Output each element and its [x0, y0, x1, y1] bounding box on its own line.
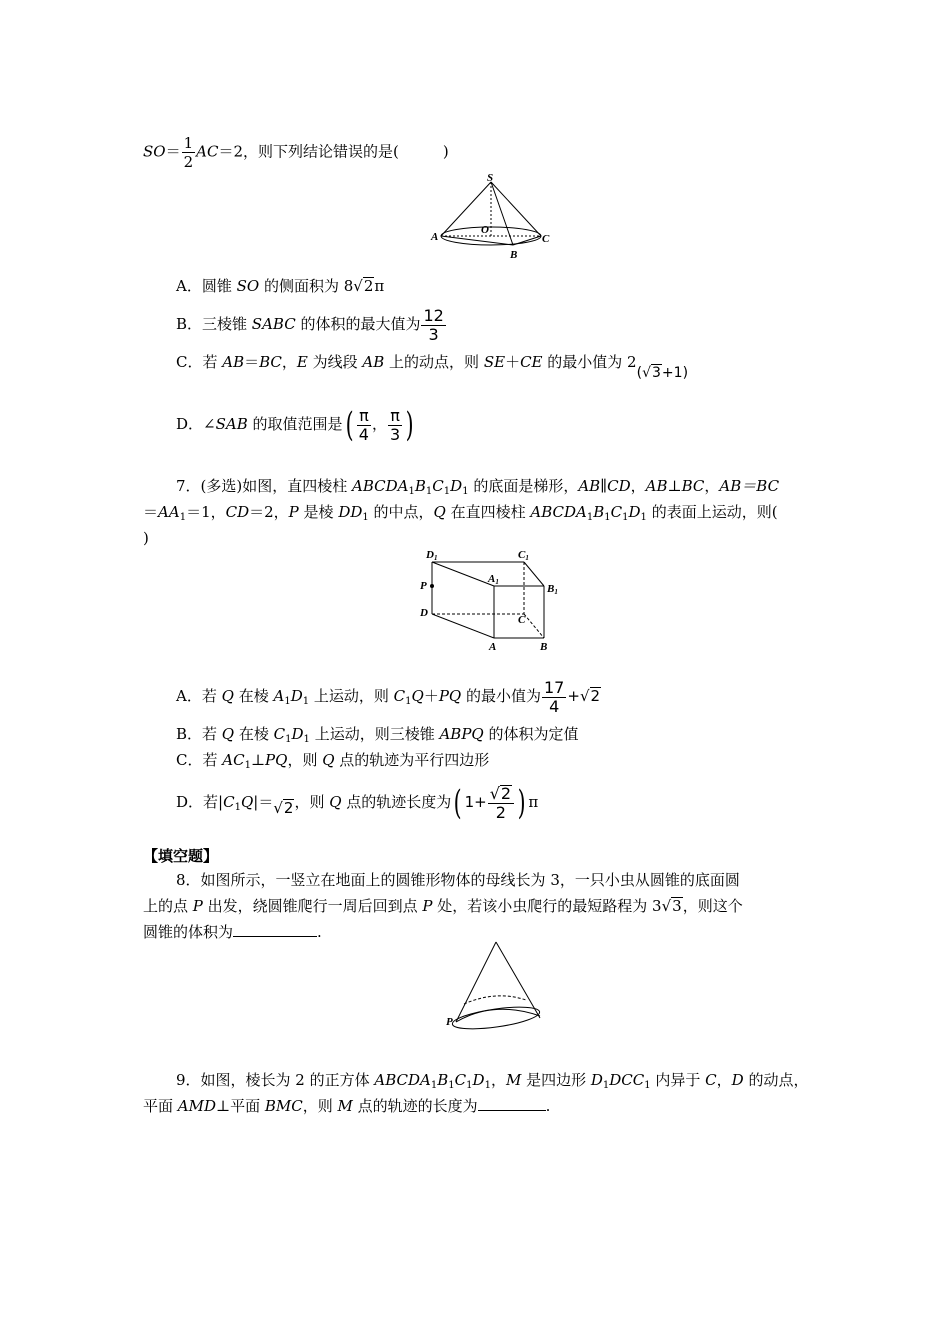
- q6b-sabc: SABC: [251, 315, 296, 333]
- q7-l2c: ＝1，: [186, 503, 226, 521]
- q6-label-b: B: [510, 249, 518, 261]
- q8-l2p2: P: [422, 897, 433, 915]
- q8-line2: [143, 896, 743, 916]
- q9-l2b: ⊥平面: [216, 1097, 265, 1115]
- q7-label-b: B: [540, 641, 548, 653]
- q8-l2a: 上的点: [143, 897, 193, 915]
- q6d-frac2: [388, 407, 402, 444]
- q6-stem: [143, 134, 449, 171]
- right-paren-icon: ): [517, 783, 526, 823]
- q6-label-s: S: [487, 172, 494, 184]
- q7c-pq: PQ: [265, 751, 288, 769]
- q7a-radicand: 2: [590, 687, 601, 705]
- q7-line1: [176, 476, 779, 502]
- q6d-sab: SAB: [215, 415, 248, 433]
- q9-l1d: 内异于: [650, 1071, 706, 1089]
- q7-l1g: AB＝BC: [719, 477, 780, 495]
- q7-l2j: Q: [433, 503, 446, 521]
- q6-ac: AC: [196, 142, 219, 161]
- sqrt-icon: √: [353, 277, 363, 295]
- q7-l2a: ＝: [143, 503, 159, 521]
- q6-half-fraction: [182, 134, 196, 171]
- q7d-one: 1+: [464, 793, 487, 811]
- q6-option-b: [176, 304, 447, 344]
- q8-cone-svg: [444, 938, 548, 1038]
- q7d-fraction: [488, 785, 514, 822]
- right-paren-icon: ): [405, 405, 414, 445]
- q8-cone-figure: [444, 938, 548, 1038]
- q6b-mid: 的体积的最大值为: [295, 315, 421, 333]
- q6c-mid2: 上的动点，则: [384, 353, 484, 371]
- q8-label-p: P: [446, 1016, 453, 1028]
- q6c-se: SE: [483, 353, 506, 371]
- q8-l1: 8．如图所示，一竖立在地面上的圆锥形物体的母线长为 3，一只小虫从圆锥的底面圆: [176, 871, 740, 889]
- q8-line3: [143, 922, 322, 942]
- q7-label-d: D: [420, 607, 428, 619]
- q7-option-b: B．若 Q 在棱 $C_1D_1$ 上运动，则三棱锥 ABPQ 的体积为定值: [176, 725, 579, 745]
- sqrt-icon: √: [642, 365, 651, 381]
- q7c-tail: 点的轨迹为平行四边形: [334, 751, 490, 769]
- q7-l2b: AA: [158, 503, 180, 521]
- q7c-prefix: C．若: [176, 751, 223, 769]
- q9-l1f: 的动点，: [743, 1071, 809, 1089]
- q7-l1d: ，: [630, 477, 646, 495]
- sqrt-icon: √: [661, 897, 672, 915]
- sqrt-icon: √: [489, 783, 500, 803]
- q6-eq: ＝: [165, 142, 181, 161]
- q7-option-c: C．若 $AC_1\perp PQ$，则 Q 点的轨迹为平行四边形: [176, 751, 490, 771]
- q9-l2c: ，则: [302, 1097, 338, 1115]
- q9-l1-name: ABCDA: [374, 1071, 431, 1089]
- q7d-den: 2: [495, 802, 506, 822]
- q7d-prefix: D．若|: [176, 793, 224, 811]
- sqrt-icon: √: [273, 799, 283, 817]
- q7-option-a: A．若 Q 在棱 $A_1D_1$ 上运动，则 $C_1Q+PQ$ 的最小值为 $\frac{17}{4}$ +√2: [176, 677, 601, 716]
- q7-l1-name: ABCDA: [352, 477, 409, 495]
- q7b-mid3: 的体积为定值: [483, 725, 579, 743]
- q7c-q: Q: [322, 751, 335, 769]
- q7-label-c1: C1: [518, 549, 529, 562]
- q6d-n1: π: [357, 407, 371, 426]
- q7-l1b: 的底面是梯形，: [468, 477, 579, 495]
- q7-l1-name-tail: $_1B_1C_1D_1$: [408, 477, 469, 497]
- q7a-a1d1: A: [273, 687, 285, 705]
- q6c-radicand: 3: [652, 365, 661, 381]
- q7a-num: 17: [544, 677, 565, 697]
- q7c-ac1: AC: [222, 751, 245, 769]
- q7d-mid2: ，则: [294, 793, 330, 811]
- q7d-mid3: 点的轨迹长度为: [341, 793, 452, 811]
- q7-label-d1: D1: [426, 549, 438, 562]
- q6-cone-figure: [426, 172, 556, 264]
- q7a-fraction: [542, 679, 566, 716]
- q8-l2c: 处，若该小虫爬行的最短路程为 3: [432, 897, 662, 915]
- q6d-frac1: [357, 407, 371, 444]
- q7-label-b1: B1: [547, 583, 558, 596]
- q7d-root: [273, 786, 294, 830]
- q9-answer-blank[interactable]: [478, 1110, 546, 1111]
- q7b-mid2: 上运动，则三棱锥: [309, 725, 440, 743]
- q6c-expr: [637, 363, 688, 383]
- q9-l2bmc: BMC: [264, 1097, 303, 1115]
- q7a-mid2: 上运动，则: [309, 687, 394, 705]
- q8-l3-end: .: [317, 923, 322, 941]
- q8-l2rad: 3: [672, 897, 682, 915]
- q7d-radicand2: 2: [500, 783, 512, 803]
- q7-prism-figure: [416, 548, 576, 654]
- q6-so: SO: [143, 142, 166, 161]
- q9-l2m: M: [337, 1097, 353, 1115]
- q7a-plus: ＋: [423, 687, 439, 705]
- q7-option-d: D．若$|C_1Q|=√2$，则 Q 点的轨迹长度为( 1+ $\frac{√2}{2}$ ) π: [176, 780, 538, 830]
- q6c-ab2: AB: [362, 353, 385, 371]
- q9-l1m: M: [505, 1071, 522, 1089]
- q9-l1d1: D: [590, 1071, 603, 1089]
- q9-l2amd: AMD: [177, 1097, 216, 1115]
- q6d-d2: 3: [390, 424, 401, 444]
- q9-l2d: 点的轨迹的长度为: [352, 1097, 478, 1115]
- q6-option-d: [176, 402, 416, 446]
- q8-answer-blank[interactable]: [233, 936, 317, 937]
- q7-l1e: AB⊥BC: [645, 477, 705, 495]
- q6d-mid: 的取值范围是: [247, 415, 343, 433]
- q7-l3: ): [143, 529, 149, 547]
- q7-prism-svg: [416, 548, 576, 654]
- q6c-prefix: C．若: [176, 353, 223, 371]
- q9-l2a: 平面: [143, 1097, 178, 1115]
- q7-l1a: 7．(多选)如图，直四棱柱: [176, 477, 353, 495]
- q6d-prefix: D．∠: [176, 415, 216, 433]
- q7-l2d: CD: [225, 503, 250, 521]
- q7a-prefix: A．若: [176, 687, 222, 705]
- q6b-den: 3: [428, 324, 439, 344]
- q6b-num: 12: [423, 305, 444, 325]
- q6-label-o: O: [481, 224, 489, 236]
- q6c-e: E: [296, 353, 308, 371]
- q6c-mid1: 为线段: [307, 353, 363, 371]
- q6c-tail: +1: [661, 365, 683, 381]
- q6d-sep: ，: [371, 415, 387, 433]
- q7-l2g: 是棱: [298, 503, 339, 521]
- q9-l1cc: C: [705, 1071, 717, 1089]
- q7a-mid3: 的最小值为: [461, 687, 541, 705]
- q6d-d1: 4: [358, 424, 369, 444]
- q6a-suffix: π: [374, 277, 385, 295]
- q7b-abpq: ABPQ: [439, 725, 484, 743]
- q7d-radicand: 2: [283, 799, 294, 817]
- q6d-n2: π: [388, 407, 402, 426]
- q7-l2e: ＝2，: [249, 503, 289, 521]
- q7d-pi: π: [528, 793, 539, 811]
- q7-line2: $=AA_1=1$，CD＝2，P 是棱 $DD_1$ 的中点，Q 在直四棱柱 $ABCDA_1B_1C_1D_1$ 的表面上运动，则(: [143, 503, 778, 523]
- q7c-mid: ，则: [287, 751, 323, 769]
- q6c-plus: ＋: [505, 353, 521, 371]
- q6-half-den: 2: [183, 153, 194, 171]
- q7-label-p: P: [420, 580, 427, 592]
- q7c-perp: ⊥: [250, 751, 266, 769]
- q6c-ce: CE: [520, 353, 543, 371]
- q7a-mid1: 在棱: [233, 687, 274, 705]
- sqrt-icon: √: [579, 687, 590, 705]
- q7-l1f: ，: [704, 477, 720, 495]
- q7a-pq: PQ: [438, 687, 462, 705]
- q6-label-a: A: [431, 231, 439, 243]
- q6b-fraction: [421, 307, 445, 344]
- q9-l1e: ，: [716, 1071, 732, 1089]
- q6c-ab: AB: [222, 353, 245, 371]
- q7b-mid1: 在棱: [234, 725, 274, 743]
- q8-l3: 圆锥的体积为: [143, 923, 234, 941]
- q7d-mid: |＝: [253, 793, 274, 811]
- q7-l2k: 在直四棱柱: [445, 503, 531, 521]
- left-paren-icon: (: [345, 405, 354, 445]
- q7-l2m: 的表面上运动，则(: [646, 503, 778, 521]
- q7a-den: 4: [549, 696, 560, 716]
- q6-label-c: C: [542, 233, 550, 245]
- q6-option-c: [176, 352, 689, 381]
- q7d-q: Q: [329, 793, 342, 811]
- q7-label-a1: A1: [488, 573, 499, 586]
- q6-half-num: 1: [183, 134, 194, 152]
- left-paren-icon: (: [453, 783, 462, 823]
- q7b-c1d1: C: [273, 725, 286, 743]
- q8-l2p: P: [192, 897, 203, 915]
- q7-l2f: P: [288, 503, 299, 521]
- q6a-so: SO: [236, 277, 260, 295]
- q6a-radicand: 2: [363, 277, 374, 295]
- right-paren-icon: ): [682, 365, 689, 381]
- q7d-num: [488, 785, 514, 804]
- q7a-q: Q: [221, 687, 234, 705]
- q8-l2d: ，则这个: [682, 897, 743, 915]
- q7-l1c: AB∥CD: [578, 477, 631, 495]
- q6c-eq: ＝: [244, 353, 260, 371]
- q6a-prefix: A．圆锥: [176, 277, 237, 295]
- q8-line1: [176, 870, 740, 890]
- q7-l2l: ABCDA: [530, 503, 587, 521]
- q7-label-c: C: [518, 614, 526, 626]
- q7b-q: Q: [221, 725, 235, 743]
- q9-l1-name-tail: $_1B_1C_1D_1$: [430, 1071, 491, 1091]
- q6-paren-close: ): [442, 142, 449, 161]
- q6b-prefix: B．三棱锥: [176, 315, 252, 333]
- q7-line3: [143, 528, 149, 548]
- q9-l1dd: D: [731, 1071, 744, 1089]
- q7-l2i: 的中点，: [368, 503, 434, 521]
- q6-stem-rest: ＝2，则下列结论错误的是(: [218, 142, 399, 161]
- q9-l1b: ，: [490, 1071, 506, 1089]
- q7b-prefix: B．若: [176, 725, 222, 743]
- q6c-mid3: 的最小值为 2: [542, 353, 637, 371]
- q9-line1: 9．如图，棱长为 2 的正方体 $ABCDA_1B_1C_1D_1$，M 是四边形 $D_1DCC_1$ 内异于 C，D 的动点，: [176, 1071, 809, 1091]
- q9-line2: [143, 1096, 550, 1116]
- q6-option-a: [176, 276, 384, 296]
- q6c-bc: BC: [259, 353, 282, 371]
- q7-label-a: A: [489, 641, 497, 653]
- section-heading: 【填空题】: [143, 847, 219, 865]
- q7-l2h: DD: [338, 503, 363, 521]
- q9-l1a: 9．如图，棱长为 2 的正方体: [176, 1071, 375, 1089]
- q7-l2-name-tail: $_1B_1C_1D_1$: [586, 503, 647, 523]
- q9-l1c: 是四边形: [521, 1071, 591, 1089]
- q7a-tail: +: [567, 687, 580, 705]
- left-paren-icon: (: [636, 365, 643, 381]
- q6c-comma: ，: [281, 353, 297, 371]
- q6-cone-svg: [426, 172, 556, 264]
- q6a-mid: 的侧面积为 8: [259, 277, 354, 295]
- q9-l1dcc: DCC: [609, 1071, 645, 1089]
- q8-l2b: 出发，绕圆锥爬行一周后回到点: [202, 897, 423, 915]
- q7d-c1q: C: [223, 793, 235, 811]
- q7a-c1q: C: [393, 687, 406, 705]
- q9-l2-end: .: [545, 1097, 551, 1115]
